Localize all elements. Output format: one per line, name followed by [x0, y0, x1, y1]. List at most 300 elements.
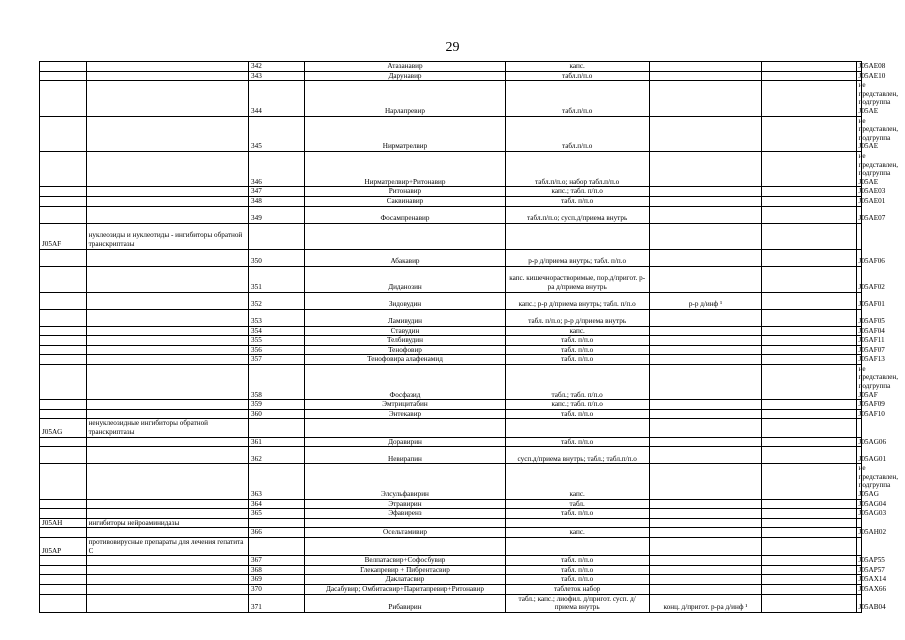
table-row	[40, 62, 862, 72]
hospital-form-cell	[649, 409, 762, 419]
dosage-form-cell: табл.п/п.о; набор табл.п/п.о	[505, 151, 649, 186]
drug-name-cell: Тенофовир	[305, 345, 505, 355]
group-name-cell	[86, 499, 248, 509]
atc-code-cell: J05AG01	[856, 447, 861, 464]
hospital-form-cell	[649, 518, 762, 528]
table-row	[40, 594, 862, 612]
drug-name-cell: Ритонавир	[305, 187, 505, 197]
dosage-form-cell: капс.; табл. п/п.о	[505, 187, 649, 197]
table-row	[40, 584, 862, 594]
empty-cell	[762, 62, 856, 72]
dosage-form-cell: капс.	[505, 464, 649, 499]
atc-code-cell: J05AF05	[856, 309, 861, 326]
hospital-form-cell	[649, 249, 762, 266]
drug-name-cell: Диданозин	[305, 266, 505, 292]
group-name-cell	[86, 292, 248, 309]
empty-cell	[762, 419, 856, 437]
empty-cell	[762, 537, 856, 555]
drug-name-cell: Атазанавир	[305, 62, 505, 72]
group-name-cell	[86, 447, 248, 464]
atc-group-code-cell	[40, 345, 87, 355]
dosage-form-cell: табл.п/п.о; сусп.д/приема внутрь	[505, 206, 649, 223]
row-number-cell: 365	[249, 509, 305, 519]
row-number-cell: 363	[249, 464, 305, 499]
atc-code-cell: J05AX66	[856, 584, 861, 594]
table-row	[40, 326, 862, 336]
atc-code-cell: J05AE07	[856, 206, 861, 223]
row-number-cell	[249, 537, 305, 555]
group-name-cell	[86, 400, 248, 410]
drug-name-cell: Глекапревир + Пибрентасвир	[305, 565, 505, 575]
atc-code-cell: J05AE03	[856, 187, 861, 197]
empty-cell	[762, 437, 856, 447]
group-name-cell	[86, 594, 248, 612]
empty-cell	[762, 81, 856, 116]
drug-name-cell: Доравирин	[305, 437, 505, 447]
group-name-cell	[86, 345, 248, 355]
hospital-form-cell	[649, 565, 762, 575]
dosage-form-cell: табл.; табл. п/п.о	[505, 364, 649, 399]
dosage-form-cell: капс.; р-р д/приема внутрь; табл. п/п.о	[505, 292, 649, 309]
empty-cell	[762, 223, 856, 249]
dosage-form-cell: капс.	[505, 528, 649, 538]
drug-name-cell: Ставудин	[305, 326, 505, 336]
hospital-form-cell	[649, 187, 762, 197]
row-number-cell: 347	[249, 187, 305, 197]
dosage-form-cell: табл. п/п.о	[505, 355, 649, 365]
hospital-form-cell	[649, 196, 762, 206]
group-header-row	[40, 537, 862, 555]
row-number-cell: 348	[249, 196, 305, 206]
table-row	[40, 565, 862, 575]
table-row	[40, 575, 862, 585]
table-row	[40, 464, 862, 499]
group-name-cell	[86, 81, 248, 116]
dosage-form-cell	[505, 537, 649, 555]
drug-name-cell: Энтекавир	[305, 409, 505, 419]
atc-code-cell	[856, 419, 861, 437]
row-number-cell	[249, 518, 305, 528]
drug-name-cell: Фосампренавир	[305, 206, 505, 223]
empty-cell	[762, 518, 856, 528]
table-row	[40, 116, 862, 151]
hospital-form-cell	[649, 400, 762, 410]
row-number-cell: 368	[249, 565, 305, 575]
drug-name-cell: Ламивудин	[305, 309, 505, 326]
row-number-cell: 344	[249, 81, 305, 116]
atc-group-code-cell	[40, 464, 87, 499]
page-number: 29	[445, 40, 460, 55]
group-name-cell	[86, 464, 248, 499]
hospital-form-cell	[649, 223, 762, 249]
dosage-form-cell: табл. п/п.о	[505, 509, 649, 519]
dosage-form-cell: табл. п/п.о	[505, 409, 649, 419]
group-name-cell	[86, 309, 248, 326]
atc-code-cell: J05AH02	[856, 528, 861, 538]
row-number-cell: 359	[249, 400, 305, 410]
table-row	[40, 249, 862, 266]
atc-group-code-cell	[40, 62, 87, 72]
dosage-form-cell: табл. п/п.о	[505, 565, 649, 575]
group-name-cell	[86, 326, 248, 336]
atc-code-cell: не представлен, подгруппа J05AG	[856, 464, 861, 499]
empty-cell	[762, 249, 856, 266]
atc-code-cell: не представлен, подгруппа J05AF	[856, 364, 861, 399]
empty-cell	[762, 345, 856, 355]
group-name-cell: ненуклеозидные ингибиторы обратной транскриптазы	[86, 419, 248, 437]
empty-cell	[762, 509, 856, 519]
row-number-cell: 366	[249, 528, 305, 538]
hospital-form-cell	[649, 437, 762, 447]
atc-group-code-cell	[40, 509, 87, 519]
empty-cell	[762, 196, 856, 206]
empty-cell	[762, 594, 856, 612]
hospital-form-cell	[649, 528, 762, 538]
group-name-cell	[86, 116, 248, 151]
atc-code-cell: J05AB04	[856, 594, 861, 612]
drug-name-cell: Фосфазид	[305, 364, 505, 399]
empty-cell	[762, 266, 856, 292]
empty-cell	[762, 116, 856, 151]
table-row	[40, 187, 862, 197]
hospital-form-cell	[649, 62, 762, 72]
table-row	[40, 364, 862, 399]
row-number-cell: 367	[249, 556, 305, 566]
row-number-cell: 355	[249, 336, 305, 346]
dosage-form-cell: капс. кишечнорастворимые, пор.д/пригот. р-ра д/приема внутрь	[505, 266, 649, 292]
empty-cell	[762, 292, 856, 309]
atc-code-cell: J05AF02	[856, 266, 861, 292]
table-row	[40, 447, 862, 464]
group-name-cell	[86, 196, 248, 206]
empty-cell	[762, 326, 856, 336]
group-header-row	[40, 419, 862, 437]
group-name-cell	[86, 509, 248, 519]
empty-cell	[762, 409, 856, 419]
atc-group-code-cell	[40, 206, 87, 223]
hospital-form-cell	[649, 336, 762, 346]
empty-cell	[762, 400, 856, 410]
group-name-cell	[86, 62, 248, 72]
dosage-form-cell: р-р д/приема внутрь; табл. п/п.о	[505, 249, 649, 266]
atc-group-code-cell	[40, 499, 87, 509]
drug-name-cell: Абакавир	[305, 249, 505, 266]
group-name-cell	[86, 266, 248, 292]
empty-cell	[762, 206, 856, 223]
atc-code-cell: J05AE10	[856, 71, 861, 81]
atc-group-code-cell	[40, 292, 87, 309]
drug-name-cell	[305, 223, 505, 249]
row-number-cell: 357	[249, 355, 305, 365]
dosage-form-cell: табл.; капс.; лиофил. д/пригот. сусп. д/приема внутрь	[505, 594, 649, 612]
row-number-cell: 371	[249, 594, 305, 612]
atc-group-code-cell	[40, 81, 87, 116]
row-number-cell	[249, 419, 305, 437]
group-name-cell	[86, 355, 248, 365]
hospital-form-cell	[649, 326, 762, 336]
hospital-form-cell	[649, 355, 762, 365]
atc-code-cell: J05AG06	[856, 437, 861, 447]
atc-group-code-cell: J05AH	[40, 518, 87, 528]
dosage-form-cell	[505, 419, 649, 437]
table-row	[40, 206, 862, 223]
atc-group-code-cell	[40, 409, 87, 419]
atc-code-cell: J05AP57	[856, 565, 861, 575]
table-row	[40, 292, 862, 309]
table-row	[40, 309, 862, 326]
atc-code-cell: J05AG04	[856, 499, 861, 509]
atc-group-code-cell: J05AG	[40, 419, 87, 437]
hospital-form-cell	[649, 509, 762, 519]
drug-name-cell: Нарлапревир	[305, 81, 505, 116]
row-number-cell: 354	[249, 326, 305, 336]
table-row	[40, 528, 862, 538]
group-name-cell	[86, 556, 248, 566]
group-name-cell	[86, 206, 248, 223]
drug-name-cell: Эфавиренз	[305, 509, 505, 519]
dosage-form-cell: табл. п/п.о	[505, 575, 649, 585]
drug-name-cell: Даклатасвир	[305, 575, 505, 585]
atc-code-cell	[856, 518, 861, 528]
empty-cell	[762, 499, 856, 509]
atc-group-code-cell	[40, 584, 87, 594]
row-number-cell: 360	[249, 409, 305, 419]
row-number-cell: 356	[249, 345, 305, 355]
table-row	[40, 345, 862, 355]
atc-group-code-cell	[40, 364, 87, 399]
dosage-form-cell	[505, 518, 649, 528]
group-name-cell: нуклеозиды и нуклеотиды - ингибиторы обратной транскриптазы	[86, 223, 248, 249]
hospital-form-cell	[649, 345, 762, 355]
row-number-cell: 345	[249, 116, 305, 151]
empty-cell	[762, 187, 856, 197]
hospital-form-cell	[649, 537, 762, 555]
atc-code-cell	[856, 537, 861, 555]
atc-group-code-cell	[40, 575, 87, 585]
atc-code-cell: J05AF06	[856, 249, 861, 266]
row-number-cell: 369	[249, 575, 305, 585]
hospital-form-cell	[649, 584, 762, 594]
drug-name-cell: Осельтамивир	[305, 528, 505, 538]
dosage-form-cell	[505, 223, 649, 249]
atc-group-code-cell	[40, 447, 87, 464]
hospital-form-cell	[649, 206, 762, 223]
group-name-cell	[86, 528, 248, 538]
atc-code-cell: J05AP55	[856, 556, 861, 566]
dosage-form-cell: сусп.д/приема внутрь; табл.; табл.п/п.о	[505, 447, 649, 464]
atc-group-code-cell	[40, 249, 87, 266]
atc-group-code-cell: J05AP	[40, 537, 87, 555]
atc-group-code-cell	[40, 437, 87, 447]
group-name-cell	[86, 437, 248, 447]
row-number-cell: 370	[249, 584, 305, 594]
row-number-cell: 362	[249, 447, 305, 464]
atc-code-cell: J05AX14	[856, 575, 861, 585]
drug-table	[39, 61, 899, 613]
dosage-form-cell: табл. п/п.о; р-р д/приема внутрь	[505, 309, 649, 326]
atc-code-cell: J05AF10	[856, 409, 861, 419]
empty-cell	[762, 336, 856, 346]
atc-code-cell: J05AF13	[856, 355, 861, 365]
dosage-form-cell: табл.п/п.о	[505, 81, 649, 116]
drug-name-cell: Саквинавир	[305, 196, 505, 206]
hospital-form-cell	[649, 71, 762, 81]
drug-name-cell: Нирматрелвир	[305, 116, 505, 151]
group-name-cell	[86, 71, 248, 81]
hospital-form-cell	[649, 419, 762, 437]
atc-group-code-cell	[40, 196, 87, 206]
atc-group-code-cell	[40, 151, 87, 186]
atc-code-cell: J05AF01	[856, 292, 861, 309]
atc-code-cell: J05AE08	[856, 62, 861, 72]
group-name-cell	[86, 187, 248, 197]
row-number-cell: 350	[249, 249, 305, 266]
row-number-cell: 358	[249, 364, 305, 399]
empty-cell	[762, 355, 856, 365]
drug-name-cell: Дасабувир; Омбитасвир+Паритапревир+Ритонавир	[305, 584, 505, 594]
atc-code-cell: J05AF11	[856, 336, 861, 346]
empty-cell	[762, 151, 856, 186]
group-name-cell: противовирусные препараты для лечения гепатита C	[86, 537, 248, 555]
drug-name-cell	[305, 537, 505, 555]
empty-cell	[762, 364, 856, 399]
row-number-cell	[249, 223, 305, 249]
dosage-form-cell: капс.	[505, 326, 649, 336]
empty-cell	[762, 528, 856, 538]
empty-cell	[762, 464, 856, 499]
hospital-form-cell: конц. д/пригот. р-ра д/инф ¹	[649, 594, 762, 612]
group-header-row	[40, 223, 862, 249]
group-name-cell	[86, 565, 248, 575]
row-number-cell: 342	[249, 62, 305, 72]
hospital-form-cell	[649, 116, 762, 151]
group-header-row	[40, 518, 862, 528]
dosage-form-cell: табл. п/п.о	[505, 556, 649, 566]
atc-code-cell	[856, 223, 861, 249]
row-number-cell: 351	[249, 266, 305, 292]
table-row	[40, 266, 862, 292]
row-number-cell: 349	[249, 206, 305, 223]
drug-name-cell: Элсульфавирин	[305, 464, 505, 499]
table-row	[40, 196, 862, 206]
dosage-form-cell: таблеток набор	[505, 584, 649, 594]
atc-group-code-cell	[40, 528, 87, 538]
dosage-form-cell: табл. п/п.о	[505, 196, 649, 206]
row-number-cell: 364	[249, 499, 305, 509]
row-number-cell: 353	[249, 309, 305, 326]
drug-name-cell	[305, 518, 505, 528]
group-name-cell	[86, 249, 248, 266]
dosage-form-cell: табл.	[505, 499, 649, 509]
table-row	[40, 556, 862, 566]
dosage-form-cell: капс.	[505, 62, 649, 72]
atc-code-cell: J05AF07	[856, 345, 861, 355]
empty-cell	[762, 447, 856, 464]
group-name-cell: ингибиторы нейроаминидазы	[86, 518, 248, 528]
atc-code-cell: не представлен, подгруппа J05AE	[856, 81, 861, 116]
table-row	[40, 81, 862, 116]
dosage-form-cell: табл. п/п.о	[505, 345, 649, 355]
hospital-form-cell	[649, 266, 762, 292]
atc-group-code-cell	[40, 565, 87, 575]
dosage-form-cell: капс.; табл. п/п.о	[505, 400, 649, 410]
table-row	[40, 409, 862, 419]
table-body	[40, 62, 899, 613]
atc-group-code-cell: J05AF	[40, 223, 87, 249]
empty-cell	[762, 71, 856, 81]
drug-name-cell: Невирапин	[305, 447, 505, 464]
table-row	[40, 509, 862, 519]
empty-cell	[762, 575, 856, 585]
atc-group-code-cell	[40, 400, 87, 410]
drug-name-cell: Эмтрицитабин	[305, 400, 505, 410]
empty-cell	[762, 309, 856, 326]
table-row	[40, 336, 862, 346]
hospital-form-cell	[649, 556, 762, 566]
atc-group-code-cell	[40, 326, 87, 336]
drug-name-cell: Велпатасвир+Софосбувир	[305, 556, 505, 566]
atc-group-code-cell	[40, 187, 87, 197]
drug-name-cell: Телбивудин	[305, 336, 505, 346]
hospital-form-cell	[649, 464, 762, 499]
dosage-form-cell: табл. п/п.о	[505, 437, 649, 447]
drug-name-cell	[305, 419, 505, 437]
table-row	[40, 437, 862, 447]
table-row	[40, 355, 862, 365]
group-name-cell	[86, 575, 248, 585]
hospital-form-cell	[649, 309, 762, 326]
dosage-form-cell: табл.п/п.о	[505, 116, 649, 151]
group-name-cell	[86, 336, 248, 346]
hospital-form-cell	[649, 151, 762, 186]
atc-group-code-cell	[40, 336, 87, 346]
dosage-form-cell: табл.п/п.о	[505, 71, 649, 81]
atc-code-cell: J05AF09	[856, 400, 861, 410]
hospital-form-cell	[649, 447, 762, 464]
atc-group-code-cell	[40, 116, 87, 151]
table-row	[40, 151, 862, 186]
table-row	[40, 71, 862, 81]
atc-group-code-cell	[40, 71, 87, 81]
table-row	[40, 499, 862, 509]
atc-group-code-cell	[40, 594, 87, 612]
hospital-form-cell	[649, 499, 762, 509]
drug-name-cell: Тенофовира алафенамид	[305, 355, 505, 365]
group-name-cell	[86, 409, 248, 419]
atc-group-code-cell	[40, 556, 87, 566]
empty-cell	[762, 565, 856, 575]
drug-name-cell: Нирматрелвир+Ритонавир	[305, 151, 505, 186]
hospital-form-cell	[649, 575, 762, 585]
row-number-cell: 352	[249, 292, 305, 309]
atc-group-code-cell	[40, 355, 87, 365]
row-number-cell: 361	[249, 437, 305, 447]
hospital-form-cell	[649, 364, 762, 399]
empty-cell	[762, 584, 856, 594]
atc-group-code-cell	[40, 309, 87, 326]
atc-code-cell: не представлен, подгруппа J05AE	[856, 151, 861, 186]
drug-name-cell: Дарунавир	[305, 71, 505, 81]
row-number-cell: 346	[249, 151, 305, 186]
drug-name-cell: Рибавирин	[305, 594, 505, 612]
empty-cell	[762, 556, 856, 566]
hospital-form-cell: р-р д/инф ¹	[649, 292, 762, 309]
drug-name-cell: Зидовудин	[305, 292, 505, 309]
group-name-cell	[86, 584, 248, 594]
atc-code-cell: J05AG03	[856, 509, 861, 519]
hospital-form-cell	[649, 81, 762, 116]
atc-group-code-cell	[40, 266, 87, 292]
